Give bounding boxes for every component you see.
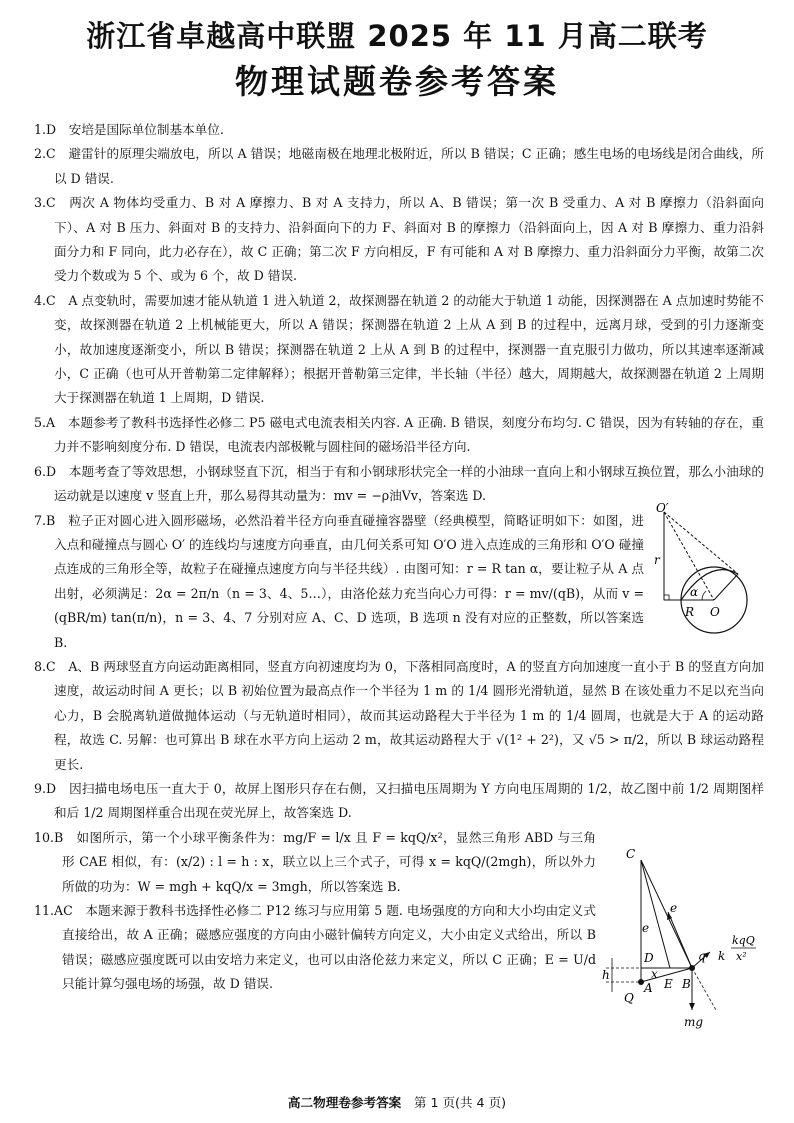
page-number: 第 1 页(共 4 页) (413, 1095, 507, 1110)
question-number: 11. (34, 903, 55, 918)
label-k: k (718, 949, 726, 963)
label-a: A (644, 981, 653, 995)
explanation: 本题参考了教科书选择性必修二 P5 磁电式电流表相关内容. A 正确. B 错误，刻度分布均匀. C 错误，因为有转轴的存在，重力并不影响刻度分布. D 错误，电流表内部极靴与圆柱间的磁场沿半径方向. (54, 414, 765, 455)
explanation: A 点变轨时，需要加速才能从轨道 1 进入轨道 2，故探测器在轨道 2 的动能大于轨道 1 动能，因探测器在 A 点加速时势能不变，故探测器在轨道 2 上机械能更大，所以 A 错误；探测器在轨道 2 上从 A 到 B 的过程中，远离月球，受到的引力逐渐变小，故加速度逐渐变小，所以 B 错误；探测器在轨道 2 上从 A 到 B 的过程中，探测器一直克服引力做功，所以其速率逐渐减小，C 正确（也可从开普勒第二定律解释）；根据开普勒第三定律，半长轴（半径）越大，周期越大，故探测器在轨道 2 上周期大于探测器在轨道 1 上周期，D 错误. (54, 292, 765, 406)
answer-choice: A (46, 414, 56, 430)
magnetic-field-circle-figure (648, 500, 766, 635)
label-o: O (710, 605, 720, 619)
page-footer (0, 1092, 794, 1111)
answer-item-1 (34, 118, 764, 142)
question-number: 4. (34, 292, 47, 308)
label-r: r (654, 553, 660, 567)
explanation: 避雷针的原理尖端放电，所以 A 错误；地磁南极在地理北极附近，所以 B 错误；C 正确；感生电场的电场线是闭合曲线，所以 D 错误. (54, 146, 764, 186)
explanation: 本题考查了等效思想，小钢球竖直下沉，相当于有和小钢球形状完全一样的小油球一直向上和小钢球互换位置，那么小油球的运动就是以速度 v 竖直上升，那么易得其动量为：mv = −ρ油Vv，答案选 D. (54, 463, 765, 504)
label-o-prime: O′ (656, 501, 669, 515)
question-number: 10. (34, 829, 55, 845)
question-number: 7. (34, 512, 47, 528)
explanation: 本题来源于教科书选择性必修二 P12 练习与应用第 5 题. 电场强度的方向和大小均由定义式直接给出，故 A 正确；磁感应强度的方向由小磁针偏转方向定义，大小由定义式给出，所以 B 错误；磁感应强度既可以由安培力来定义，也可以由洛伦兹力来定义，所以 C 正确；E = U/d 只能计算匀强电场的场强，故 D 错误. (62, 903, 597, 992)
label-b: B (682, 977, 691, 991)
explanation: 粒子正对圆心进入圆形磁场，必然沿着半径方向垂直碰撞容器壁（经典模型，简略证明如下：如图，进入点和碰撞点与圆心 O′ 的连线均与速度方向垂直，由几何关系可知 O′O 进入点连成的三角形和 O′O 碰撞点连成的三角形全等，故粒子在碰撞点速度方向与半径共线）. 由图可知：r = R tan α，要让粒子从 A 点出射，必须满足：2α = 2π/n（n = 3、4、5…），由洛伦兹力充当向心力可得：r = mv/(qB)，从而 v = (qBR/m) tan(π/n)，n = 3、4、7 分别对应 A、C、D 选项，B 选项 n 没有对应的正整数，所以答案选 B. (54, 512, 645, 650)
label-kqq: kqQ (732, 934, 755, 947)
label-c: C (626, 847, 636, 861)
answer-choice: D (46, 780, 57, 796)
label-e: E (664, 977, 673, 991)
label-d: D (644, 951, 654, 965)
label-alpha: α (690, 585, 699, 599)
answer-item-2 (34, 142, 764, 191)
answer-choice: D (46, 463, 57, 479)
question-number: 8. (34, 658, 47, 674)
answer-item-4 (34, 289, 764, 411)
answer-item-3 (34, 191, 764, 289)
answer-item-8 (34, 655, 764, 777)
question-number: 1. (34, 122, 47, 137)
ball-b (689, 965, 695, 971)
explanation: 因扫描电场电压一直大于 0，故屏上图形只存在右侧，又扫描电压周期为 Y 方向电压周期的 1/2，故乙图中前 1/2 周期图样和后 1/2 周期图样重合出现在荧光屏上，故答案选 D. (54, 780, 765, 821)
force-arrow-tension (668, 912, 692, 968)
answer-item-9 (34, 777, 764, 826)
explanation: 安培是国际单位制基本单位. (68, 122, 224, 137)
question-number: 9. (34, 780, 47, 796)
answer-choice: D (46, 122, 57, 137)
question-number: 5. (34, 414, 47, 430)
dashed-resultant (692, 968, 716, 1010)
answer-choice: C (46, 195, 56, 211)
answer-choice: C (46, 658, 56, 674)
question-number: 2. (34, 146, 47, 162)
answer-choice: C (46, 292, 56, 308)
arrowhead (689, 1003, 695, 1010)
label-R: R (685, 605, 695, 619)
dashed-line-to-collision (664, 512, 738, 574)
label-big-q: Q (624, 991, 634, 1005)
angle-arc (702, 591, 706, 600)
label-e-right: e (670, 901, 678, 915)
answer-choice: B (54, 829, 64, 845)
question-number: 6. (34, 463, 47, 479)
charged-ball-equilibrium-figure (598, 842, 768, 1032)
document-title: 物理试题卷参考答案 (235, 62, 559, 101)
label-x: x (651, 967, 658, 981)
label-x-squared: x² (736, 950, 747, 963)
question-number: 3. (34, 195, 47, 211)
exam-title: 浙江省卓越高中联盟 2025 年 11 月高二联考 (86, 19, 708, 53)
radius-to-collision (714, 574, 738, 600)
label-q: q (698, 949, 706, 963)
right-angle-mark (664, 595, 669, 600)
explanation: 如图所示，第一个小球平衡条件为：mg/F = l/x 且 F = kqQ/x²，显然三角形 ABD 与三角形 CAE 相似，有：(x/2) : l = h : x，联立以上三个式子，可得 x = kqQ/(2mgh)，所以外力所做的功为：W = mgh + kqQ/x = 3mgh，所以答案选 B. (62, 829, 597, 894)
answer-item-5 (34, 411, 764, 460)
answer-choice: AC (54, 903, 73, 918)
explanation: 两次 A 物体均受重力、B 对 A 摩擦力、B 对 A 支持力，所以 A、B 错误；第一次 B 受重力、A 对 B 摩擦力（沿斜面向下）、A 对 B 压力、斜面对 B 的支持力、沿斜面向下的力 F、斜面对 B 的摩擦力（沿斜面向上，因 A 对 B 摩擦力、重力沿斜面分力和 F 同向，此力必存在），故 C 正确；第二次 F 方向相反，F 有可能和 A 对 B 摩擦力、重力沿斜面分力平衡，故第二次受力个数或为 5 个、或为 6 个，故 D 错误. (54, 195, 764, 284)
footer-label: 高二物理卷参考答案 (287, 1095, 402, 1110)
dashed-line-oo (664, 512, 714, 600)
answer-choice: B (46, 512, 56, 528)
answer-choice: C (46, 146, 56, 162)
label-e-left: e (642, 921, 650, 935)
label-mg: mg (684, 1015, 704, 1029)
label-h: h (602, 968, 610, 982)
explanation: A、B 两球竖直方向运动距离相同，竖直方向初速度均为 0，下落相同高度时，A 的竖直方向加速度一直小于 B 的竖直方向加速度，故运动时间 A 更长；以 B 初始位置为最高点作一个半径为 1 m 的 1/4 圆形光滑轨道，显然 B 在该处重力不足以充当向心力，B 会脱离轨道做抛体运动（与无轨道时相同），故而其运动路程大于半径为 1 m 的 1/4 圆周，也就是大于 A 的运动路程，故选 C. 另解：也可算出 B 球在水平方向上运动 2 m，故其运动路程大于 √(1² + 2²)，又 √5 > π/2，所以 B 球运动路程更长. (54, 658, 764, 772)
